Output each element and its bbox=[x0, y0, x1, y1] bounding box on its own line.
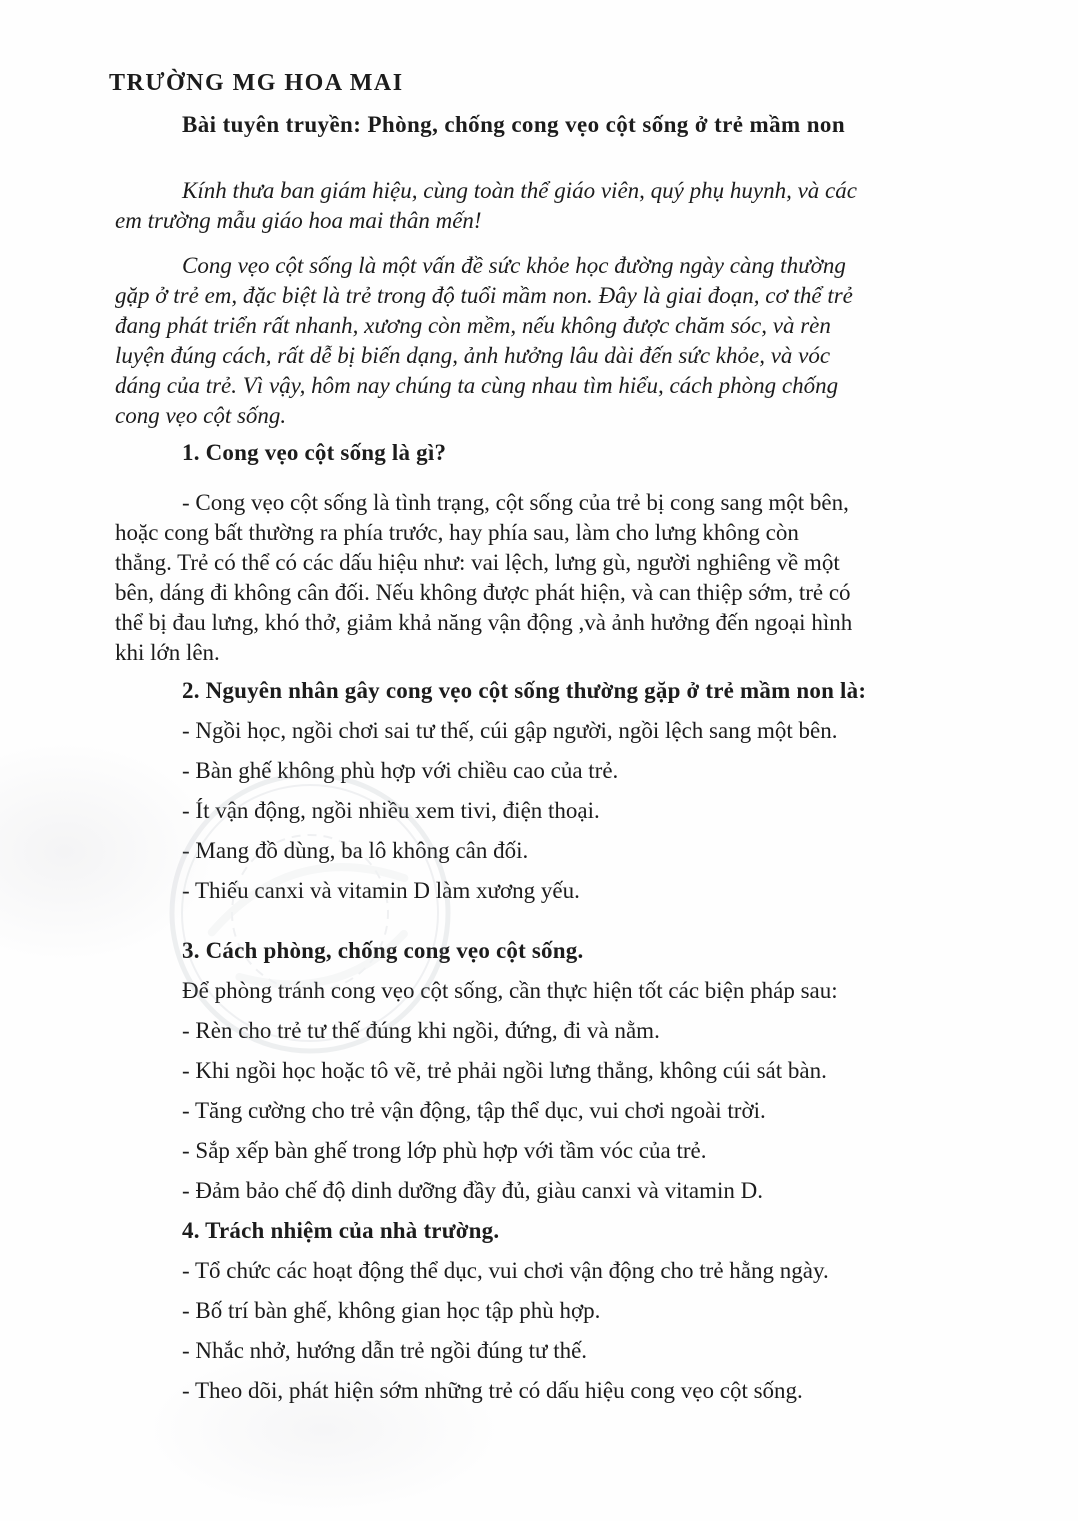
intro-line: gặp ở trẻ em, đặc biệt là trẻ trong độ tuổi mầm non. Đây là giai đoạn, cơ thể trẻ bbox=[115, 283, 853, 308]
bullet-item: - Ngồi học, ngồi chơi sai tư thế, cúi gập người, ngồi lệch sang một bên. bbox=[182, 718, 838, 743]
greeting-line: em trường mẫu giáo hoa mai thân mến! bbox=[115, 208, 482, 233]
section-1-paragraph bbox=[115, 488, 972, 668]
intro-line: cong vẹo cột sống. bbox=[115, 403, 287, 428]
bullet-item: - Nhắc nhở, hướng dẫn trẻ ngồi đúng tư thế. bbox=[182, 1338, 588, 1363]
school-name: TRƯỜNG MG HOA MAI bbox=[109, 70, 404, 96]
paragraph-line: khi lớn lên. bbox=[115, 640, 220, 665]
intro-line: đang phát triển rất nhanh, xương còn mềm, nếu không được chăm sóc, và rèn bbox=[115, 313, 831, 338]
paragraph-line: hoặc cong bất thường ra phía trước, hay phía sau, làm cho lưng không còn bbox=[115, 520, 799, 545]
bullet-item: - Tổ chức các hoạt động thể dục, vui chơi vận động cho trẻ hằng ngày. bbox=[182, 1258, 829, 1283]
paragraph-line: - Cong vẹo cột sống là tình trạng, cột sống của trẻ bị cong sang một bên, bbox=[182, 490, 849, 515]
paragraph-line: thẳng. Trẻ có thể có các dấu hiệu như: vai lệch, lưng gù, người nghiêng về một bbox=[115, 550, 840, 575]
intro-line: Cong vẹo cột sống là một vấn đề sức khỏe học đường ngày càng thường bbox=[182, 253, 846, 278]
intro-line: dáng của trẻ. Vì vậy, hôm nay chúng ta cùng nhau tìm hiểu, cách phòng chống bbox=[115, 373, 839, 398]
bullet-item: - Bố trí bàn ghế, không gian học tập phù hợp. bbox=[182, 1298, 601, 1323]
intro-paragraph bbox=[115, 251, 972, 431]
bullet-item: - Theo dõi, phát hiện sớm những trẻ có dấu hiệu cong vẹo cột sống. bbox=[182, 1378, 803, 1403]
greeting-line: Kính thưa ban giám hiệu, cùng toàn thể giáo viên, quý phụ huynh, và các bbox=[182, 178, 857, 203]
bullet-item: - Ít vận động, ngồi nhiều xem tivi, điện thoại. bbox=[182, 798, 600, 823]
section-2-heading: 2. Nguyên nhân gây cong vẹo cột sống thường gặp ở trẻ mầm non là: bbox=[182, 678, 867, 703]
greeting-paragraph bbox=[115, 176, 972, 236]
section-3-heading: 3. Cách phòng, chống cong vẹo cột sống. bbox=[182, 938, 584, 963]
document-title: Bài tuyên truyền: Phòng, chống cong vẹo cột sống ở trẻ mầm non bbox=[182, 112, 846, 137]
bullet-item: - Sắp xếp bàn ghế trong lớp phù hợp với tầm vóc của trẻ. bbox=[182, 1138, 707, 1163]
paragraph-line: thể bị đau lưng, khó thở, giảm khả năng vận động ,và ảnh hưởng đến ngoại hình bbox=[115, 610, 853, 635]
section-3-lead: Để phòng tránh cong vẹo cột sống, cần thực hiện tốt các biện pháp sau: bbox=[182, 978, 838, 1003]
bullet-item: - Mang đồ dùng, ba lô không cân đối. bbox=[182, 838, 529, 863]
bullet-item: - Tăng cường cho trẻ vận động, tập thể dục, vui chơi ngoài trời. bbox=[182, 1098, 766, 1123]
bullet-item: - Đảm bảo chế độ dinh dưỡng đầy đủ, giàu canxi và vitamin D. bbox=[182, 1178, 763, 1203]
bullet-item: - Bàn ghế không phù hợp với chiều cao của trẻ. bbox=[182, 758, 619, 783]
section-4-heading: 4. Trách nhiệm của nhà trường. bbox=[182, 1218, 500, 1243]
paragraph-line: bên, dáng đi không cân đối. Nếu không được phát hiện, và can thiệp sớm, trẻ có bbox=[115, 580, 851, 605]
section-1-heading: 1. Cong vẹo cột sống là gì? bbox=[182, 440, 447, 465]
bullet-item: - Rèn cho trẻ tư thế đúng khi ngồi, đứng, đi và nằm. bbox=[182, 1018, 660, 1043]
bullet-item: - Khi ngồi học hoặc tô vẽ, trẻ phải ngồi lưng thẳng, không cúi sát bàn. bbox=[182, 1058, 827, 1083]
bullet-item: - Thiếu canxi và vitamin D làm xương yếu. bbox=[182, 878, 580, 903]
intro-line: luyện đúng cách, rất dễ bị biến dạng, ảnh hưởng lâu dài đến sức khỏe, và vóc bbox=[115, 343, 831, 368]
